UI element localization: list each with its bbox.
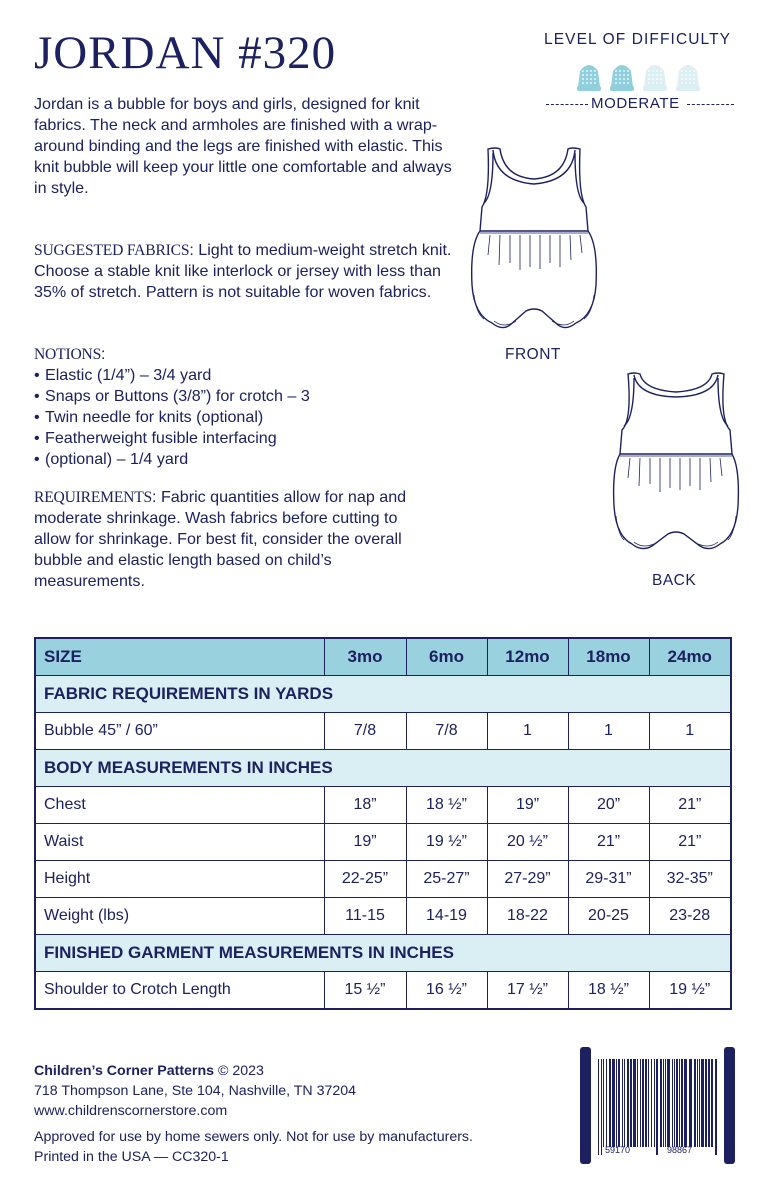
table-cell: 19” — [487, 787, 568, 824]
table-header-row — [35, 638, 731, 676]
barcode-bar — [612, 1059, 615, 1147]
barcode-bar — [648, 1059, 649, 1147]
thimble-icon — [643, 65, 667, 91]
barcode-bar — [674, 1059, 675, 1147]
section-title: FINISHED GARMENT MEASUREMENTS IN INCHES — [35, 935, 731, 972]
pattern-title: JORDAN #320 — [34, 27, 337, 79]
table-cell: 18 ½” — [406, 787, 487, 824]
table-row — [35, 898, 731, 935]
row-label: Weight (lbs) — [35, 898, 324, 935]
table-cell: 23-28 — [649, 898, 731, 935]
section-title: FABRIC REQUIREMENTS IN YARDS — [35, 676, 731, 713]
barcode-digit: 59170 — [605, 1145, 631, 1155]
table-cell: 7/8 — [406, 713, 487, 750]
difficulty-level — [546, 95, 736, 113]
size-column-header: 3mo — [324, 638, 406, 676]
thimble-icon — [577, 65, 601, 91]
barcode-bar — [645, 1059, 647, 1147]
footer-company-block — [34, 1061, 356, 1121]
table-cell: 21” — [649, 824, 731, 861]
barcode-bar — [667, 1059, 670, 1147]
table-cell: 14-19 — [406, 898, 487, 935]
table-cell: 19” — [324, 824, 406, 861]
barcode-bar — [660, 1059, 662, 1147]
row-label: Waist — [35, 824, 324, 861]
size-column-header: 24mo — [649, 638, 731, 676]
table-cell: 17 ½” — [487, 972, 568, 1010]
barcode-bar — [598, 1059, 599, 1155]
barcode-bar — [711, 1059, 713, 1147]
thimble-icon — [676, 65, 700, 91]
barcode — [580, 1047, 735, 1164]
table-cell: 19 ½” — [649, 972, 731, 1010]
barcode-bar — [701, 1059, 704, 1147]
barcode-bar — [689, 1059, 692, 1147]
usage-notice: Approved for use by home sewers only. Not for use by manufacturers. — [34, 1129, 473, 1145]
notion-item: • Elastic (1/4”) – 3/4 yard — [34, 365, 454, 386]
copyright: © 2023 — [217, 1063, 264, 1079]
barcode-bar — [681, 1059, 683, 1147]
suggested-fabrics-text: : Light to medium-weight stretch knit. Choose a stable knit like interlock or jersey with less than 35% of stretch. Pattern is not suitable for woven fabrics. — [34, 241, 452, 301]
footer-notice-block — [34, 1127, 473, 1167]
barcode-bar — [672, 1059, 673, 1147]
notions-list — [34, 365, 454, 470]
table-cell: 27-29” — [487, 861, 568, 898]
table-cell: 18 ½” — [568, 972, 649, 1010]
printed-info: Printed in the USA — CC320-1 — [34, 1149, 229, 1165]
difficulty-level-text: MODERATE — [591, 95, 680, 112]
barcode-bar — [609, 1059, 611, 1147]
company-address: 718 Thompson Lane, Ste 104, Nashville, TN 37204 — [34, 1083, 357, 1099]
barcode-bar — [656, 1059, 658, 1155]
table-cell: 19 ½” — [406, 824, 487, 861]
barcode-bar — [651, 1059, 652, 1147]
barcode-bar — [637, 1059, 638, 1147]
table-row — [35, 824, 731, 861]
table-cell: 15 ½” — [324, 972, 406, 1010]
table-cell: 20 ½” — [487, 824, 568, 861]
notion-item: • Snaps or Buttons (3/8”) for crotch – 3 — [34, 386, 454, 407]
table-cell: 20-25 — [568, 898, 649, 935]
barcode-digit: 9 — [729, 1145, 735, 1155]
size-chart-table — [34, 637, 732, 1010]
barcode-bar — [684, 1059, 687, 1147]
front-label: FRONT — [505, 346, 561, 363]
barcode-bar — [697, 1059, 698, 1147]
barcode-bar — [616, 1059, 617, 1147]
row-label: Shoulder to Crotch Length — [35, 972, 324, 1010]
section-row — [35, 676, 731, 713]
barcode-bar — [630, 1059, 632, 1147]
table-cell: 21” — [568, 824, 649, 861]
requirements-text: : Fabric quantities allow for nap and moderate shrinkage. Wash fabrics before cutting to allow for shrinkage. For best fit, consider the overall bubble and elastic length based on child’s measurements. — [34, 488, 407, 590]
thimble-icon — [610, 65, 634, 91]
suggested-fabrics-heading: SUGGESTED FABRICS — [34, 242, 190, 259]
suggested-fabrics — [34, 240, 454, 303]
barcode-bar — [694, 1059, 696, 1147]
description: Jordan is a bubble for boys and girls, designed for knit fabrics. The neck and armholes are finished with a wrap-around binding and the legs are finished with elastic. This knit bubble will keep your little one comfortable and always in style. — [34, 95, 452, 197]
notion-item: • (optional) – 1/4 yard — [34, 449, 454, 470]
table-cell: 25-27” — [406, 861, 487, 898]
table-cell: 20” — [568, 787, 649, 824]
table-cell: 7/8 — [324, 713, 406, 750]
table-cell: 18” — [324, 787, 406, 824]
difficulty-label: LEVEL OF DIFFICULTY — [544, 31, 732, 48]
section-row — [35, 935, 731, 972]
barcode-bar — [705, 1059, 707, 1147]
table-cell: 21” — [649, 787, 731, 824]
barcode-bar — [640, 1059, 641, 1147]
size-column-header: 12mo — [487, 638, 568, 676]
barcode-bar — [601, 1059, 602, 1155]
row-label: Bubble 45” / 60” — [35, 713, 324, 750]
table-row — [35, 787, 731, 824]
table-row — [35, 713, 731, 750]
table-cell: 29-31” — [568, 861, 649, 898]
notion-item: • Featherweight fusible interfacing — [34, 428, 454, 449]
requirements — [34, 487, 434, 592]
table-row — [35, 972, 731, 1010]
barcode-bar — [679, 1059, 680, 1147]
barcode-bar — [676, 1059, 678, 1147]
barcode-bar — [622, 1059, 623, 1147]
size-column-header: 18mo — [568, 638, 649, 676]
table-cell: 16 ½” — [406, 972, 487, 1010]
row-label: Height — [35, 861, 324, 898]
table-cell: 11-15 — [324, 898, 406, 935]
table-cell: 1 — [649, 713, 731, 750]
table-cell: 22-25” — [324, 861, 406, 898]
notion-item: • Twin needle for knits (optional) — [34, 407, 454, 428]
barcode-bar — [663, 1059, 664, 1147]
notions — [34, 344, 454, 470]
table-cell: 1 — [487, 713, 568, 750]
table-row — [35, 861, 731, 898]
difficulty-thimbles — [574, 61, 704, 93]
barcode-bar — [603, 1059, 604, 1147]
barcode-bar — [642, 1059, 644, 1147]
barcode-bar — [715, 1059, 717, 1155]
size-header: SIZE — [35, 638, 324, 676]
barcode-bar — [627, 1059, 629, 1147]
requirements-heading: REQUIREMENTS — [34, 489, 153, 506]
front-view-illustration — [470, 145, 598, 345]
size-column-header: 6mo — [406, 638, 487, 676]
table-cell: 18-22 — [487, 898, 568, 935]
barcode-bar — [708, 1059, 710, 1147]
barcode-bar — [624, 1059, 625, 1147]
notions-heading: NOTIONS — [34, 346, 102, 363]
barcode-bar — [633, 1059, 636, 1147]
company-website[interactable]: www.childrenscornerstore.com — [34, 1103, 228, 1119]
notions-colon: : — [101, 345, 106, 363]
company-name: Children’s Corner Patterns — [34, 1063, 215, 1079]
barcode-digit: 7 — [586, 1145, 592, 1155]
section-row — [35, 750, 731, 787]
table-cell: 1 — [568, 713, 649, 750]
barcode-bar — [699, 1059, 700, 1147]
barcode-bar — [606, 1059, 607, 1147]
row-label: Chest — [35, 787, 324, 824]
section-title: BODY MEASUREMENTS IN INCHES — [35, 750, 731, 787]
barcode-bar — [665, 1059, 666, 1147]
back-label: BACK — [652, 572, 697, 589]
barcode-digit: 98867 — [667, 1145, 693, 1155]
back-view-illustration — [612, 370, 740, 566]
barcode-bar — [654, 1059, 655, 1147]
table-cell: 32-35” — [649, 861, 731, 898]
barcode-bar — [618, 1059, 620, 1147]
